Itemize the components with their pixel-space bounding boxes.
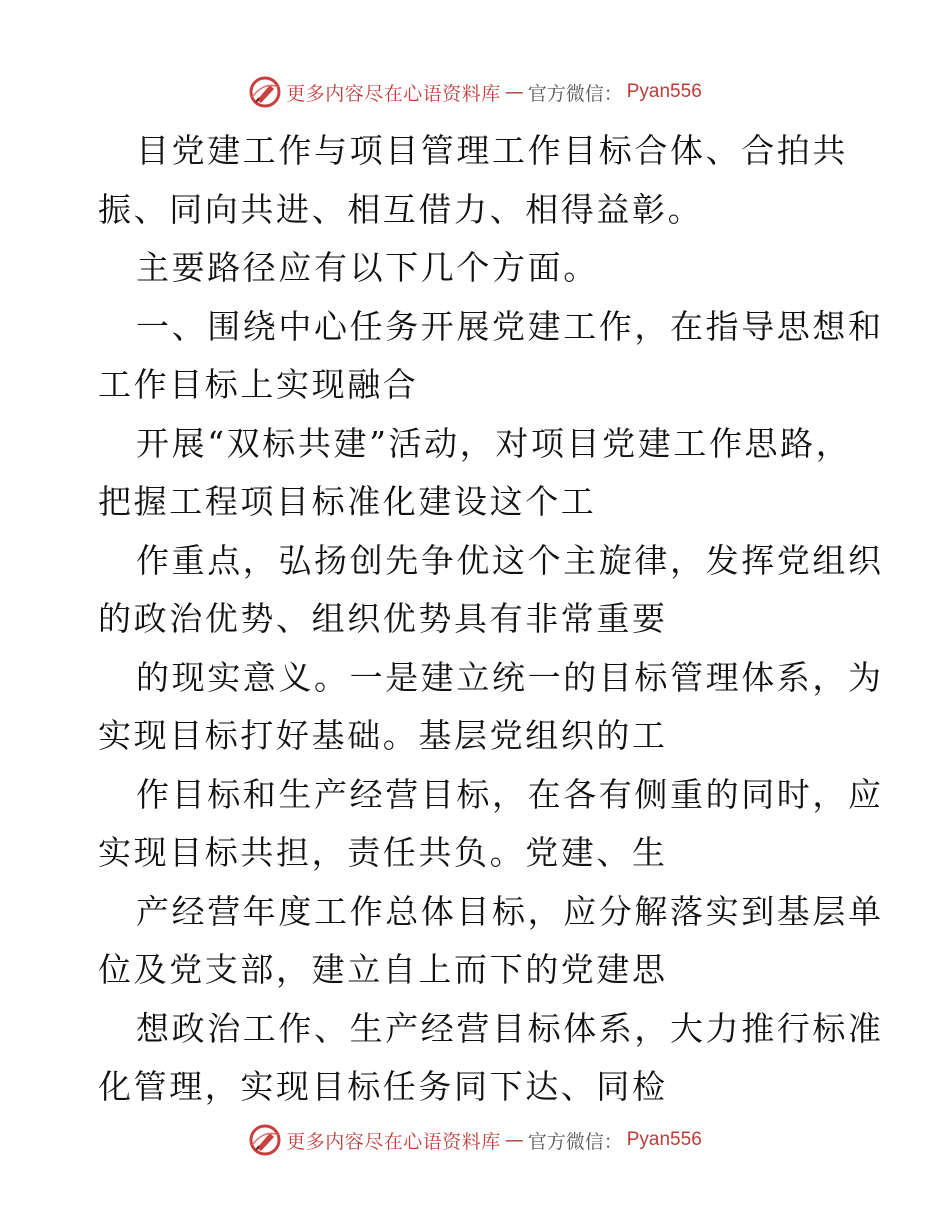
header-wechat-id: Pyan556 (626, 81, 702, 102)
footer-official-label: 官方微信： (527, 1130, 623, 1153)
text-line: 作重点，弘扬创先争优这个主旋律，发挥党组织 (136, 540, 884, 580)
text-line: 实现目标打好基础。基层党组织的工 (98, 716, 668, 755)
text-line: 振、同向共进、相互借力、相得益彰。 (98, 189, 704, 229)
text-line: 实现目标共担，责任共负。党建、生 (98, 833, 668, 872)
header-watermark-banner (0, 72, 950, 112)
text-line: 目党建工作与项目管理工作目标合体、合拍共 (136, 131, 848, 170)
text-line: 作目标和生产经营目标，在各有侧重的同时，应 (136, 774, 884, 814)
text-line: 想政治工作、生产经营目标体系，大力推行标准 (136, 1008, 884, 1048)
text-line: 产经营年度工作总体目标，应分解落实到基层单 (136, 891, 884, 931)
header-dash: — (504, 81, 524, 103)
footer-wechat-id: Pyan556 (626, 1129, 702, 1150)
header-promo-text: 更多内容尽在心语资料库 (286, 82, 501, 105)
text-line: 位及党支部，建立自上而下的党建思 (98, 950, 668, 989)
text-line: 的政治优势、组织优势具有非常重要 (98, 599, 668, 638)
pen-logo-icon (248, 1123, 282, 1157)
text-line: 主要路径应有以下几个方面。 (136, 248, 599, 287)
footer-watermark-banner (0, 1120, 950, 1160)
pen-logo-icon (248, 75, 282, 109)
section-heading-line: 工作目标上实现融合 (98, 365, 419, 404)
footer-promo-text: 更多内容尽在心语资料库 (286, 1130, 501, 1153)
document-body (98, 122, 884, 1117)
text-line: 的现实意义。一是建立统一的目标管理体系，为 (136, 657, 884, 697)
section-heading-line: 一、围绕中心任务开展党建工作，在指导思想和 (136, 306, 884, 346)
text-line: 把握工程项目标准化建设这个工 (98, 482, 597, 521)
header-official-label: 官方微信： (527, 82, 623, 105)
footer-dash: — (504, 1129, 524, 1151)
text-line: 开展“双标共建”活动，对项目党建工作思路， (136, 423, 852, 463)
text-line: 化管理，实现目标任务同下达、同检 (98, 1067, 668, 1106)
